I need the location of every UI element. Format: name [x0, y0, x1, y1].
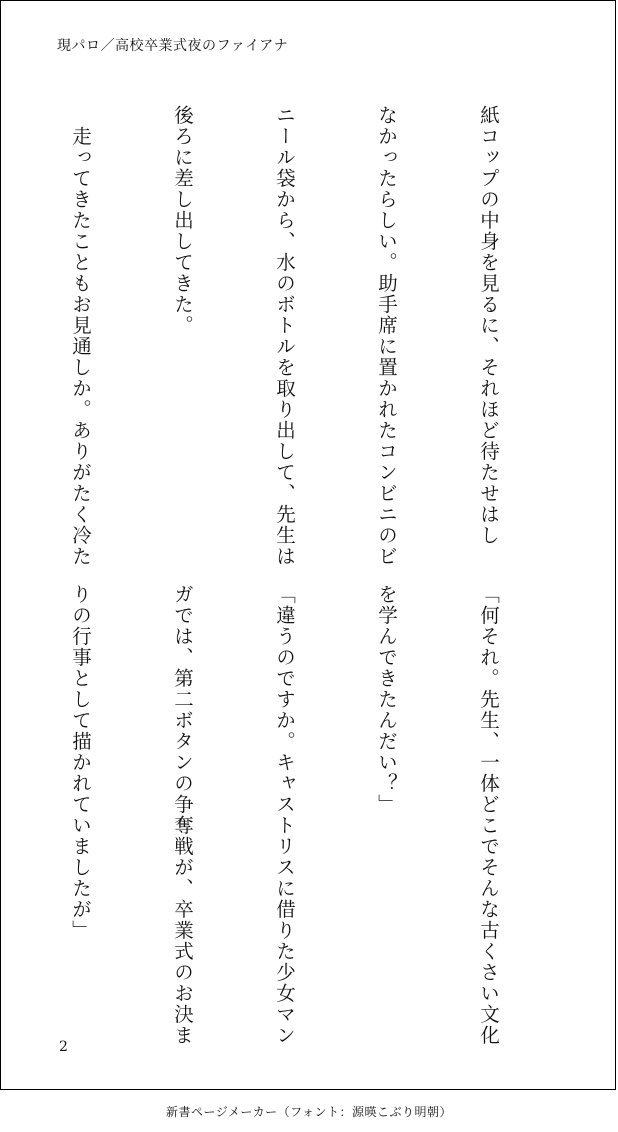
- upper-text-block: [0, 105, 573, 567]
- text-line: なかったらしい。助手席に置かれたコンビニのビ: [375, 105, 398, 567]
- text-line: りの行事として描かれていましたが」: [69, 584, 92, 941]
- text-line: を学んできたんだい？」: [375, 584, 398, 815]
- lower-text-block: [0, 584, 573, 1046]
- text-line: 「違うのですか。キャストリスに借りた少女マン: [273, 584, 296, 1046]
- text-line: 後ろに差し出してきた。: [171, 105, 194, 336]
- running-header: 現パロ／高校卒業式夜のファイアナ: [57, 38, 289, 54]
- footer-credit: 新書ページメーカー（フォント：源暎こぶり明朝）: [165, 1105, 453, 1119]
- text-line: 紙コップの中身を見るに、それほど待たせはし: [477, 105, 500, 546]
- text-line: ニール袋から、水のボトルを取り出して、先生は: [273, 105, 296, 567]
- page-number: 2: [59, 1039, 68, 1055]
- text-line: 走ってきたこともお見通しか。ありがたく冷た: [69, 105, 92, 567]
- text-line: ガでは、第二ボタンの争奪戦が、卒業式のお決ま: [171, 584, 194, 1046]
- text-line: 「何それ。先生、一体どこでそんな古くさい文化: [477, 584, 500, 1046]
